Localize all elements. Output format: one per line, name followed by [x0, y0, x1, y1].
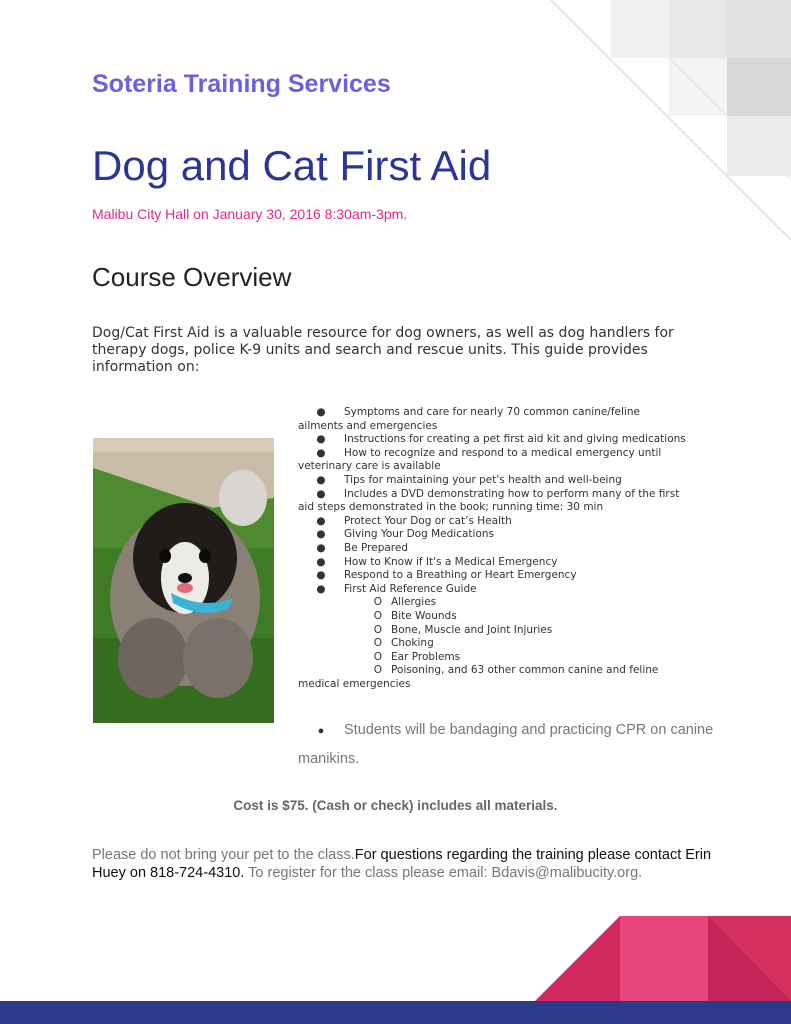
bullet-icon: ●: [316, 433, 326, 446]
bullet-icon: ●: [316, 582, 326, 595]
bullet-icon: ●: [316, 487, 326, 500]
bullet-icon: ●: [316, 473, 326, 486]
bullet-icon: ●: [316, 569, 326, 582]
organization-name: Soteria Training Services: [92, 70, 391, 98]
bullet-icon: ●: [316, 446, 326, 459]
sub-list-item: O Bite Wounds: [298, 610, 688, 624]
list-item: ● Respond to a Breathing or Heart Emergency: [298, 569, 688, 583]
list-item: ● Includes a DVD demonstrating how to perform many of the first aid steps demonstrated in the book; running time: 30 min: [298, 487, 680, 514]
sub-list-item: O Bone, Muscle and Joint Injuries: [298, 624, 688, 638]
course-overview-heading: Course Overview: [92, 262, 292, 292]
list-item: ● How to recognize and respond to a medical emergency until veterinary care is available: [298, 446, 662, 473]
sub-list-item: O Allergies: [298, 596, 688, 610]
sub-list-item: O Choking: [298, 637, 688, 651]
bullet-icon: ●: [316, 541, 326, 554]
list-item: ● Symptoms and care for nearly 70 common canine/feline ailments and emergencies: [298, 406, 640, 432]
dog-photo: [93, 438, 274, 723]
bullet-icon: ●: [316, 406, 326, 418]
circle-bullet-icon: O: [373, 609, 382, 622]
circle-bullet-icon: O: [373, 623, 382, 636]
circle-bullet-icon: O: [373, 596, 382, 609]
contact-text: Please do not bring your pet to the class.For questions regarding the training please contact Erin Huey on 818-724-4310. To register for the class please email: Bdavis@malibucity.org.: [92, 847, 712, 881]
bullet-icon: ●: [316, 555, 326, 568]
list-item: ● First Aid Reference Guide: [298, 583, 688, 597]
course-intro-text: Dog/Cat First Aid is a valuable resource for dog owners, as well as dog handlers for therapy dogs, police K-9 units and search and rescue units. This guide provides information on:: [92, 325, 674, 375]
cost-text: Cost is $75. (Cash or check) includes all materials.: [233, 798, 558, 813]
bullet-icon: ●: [317, 725, 325, 737]
event-date-location: Malibu City Hall on January 30, 2016 8:30am-3pm.: [92, 206, 408, 222]
list-item: ● Protect Your Dog or cat’s Health: [298, 515, 688, 529]
list-item: ● Instructions for creating a pet first aid kit and giving medications: [298, 433, 688, 447]
list-item: ● Giving Your Dog Medications: [298, 528, 688, 542]
circle-bullet-icon: O: [373, 637, 382, 650]
cpr-note: ● Students will be bandaging and practicing CPR on canine manikins.: [298, 716, 718, 773]
bullet-icon: ●: [316, 528, 326, 541]
corner-decoration-top: [551, 0, 791, 240]
list-item: ● Tips for maintaining your pet's health and well-being: [298, 474, 688, 488]
circle-bullet-icon: O: [373, 650, 382, 663]
sub-list-item: O Poisoning, and 63 other common canine and feline medical emergencies: [298, 664, 659, 690]
circle-bullet-icon: O: [373, 664, 382, 677]
list-item: ● Be Prepared: [298, 542, 688, 556]
sub-list-item: O Ear Problems: [298, 651, 688, 665]
topics-list: [298, 406, 688, 691]
bullet-icon: ●: [316, 514, 326, 527]
list-item: ● How to Know if It's a Medical Emergency: [298, 556, 688, 570]
page-title: Dog and Cat First Aid: [92, 142, 492, 189]
